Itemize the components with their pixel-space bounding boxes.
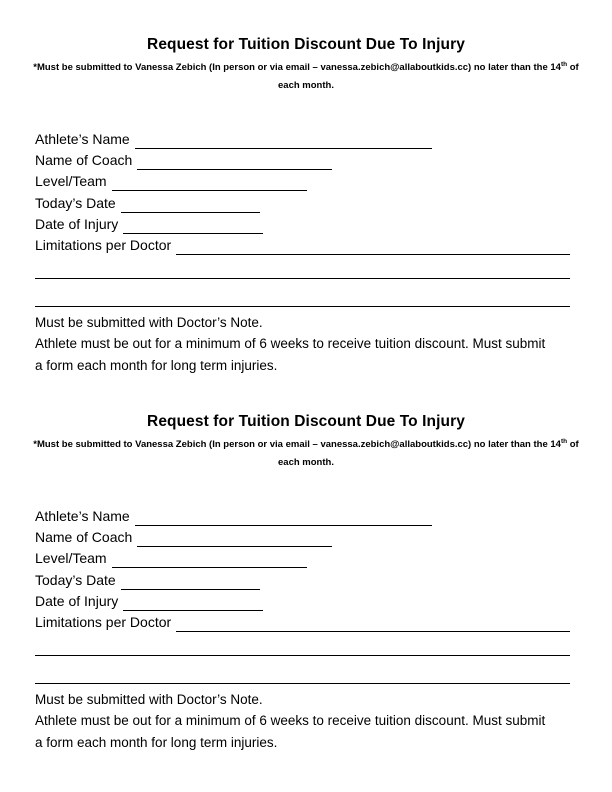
field-label-date-of-injury: Date of Injury <box>35 216 119 232</box>
subtitle-prefix: *Must be submitted to Vanessa Zebich (In person or via email – vanessa.zebich@allaboutkids.cc) no later than the 14 <box>33 62 561 73</box>
field-level-team <box>35 172 307 191</box>
field-label-name-of-coach: Name of Coach <box>35 529 133 545</box>
blank-line-todays-date <box>121 573 260 590</box>
field-label-athlete-name: Athlete’s Name <box>35 131 130 147</box>
field-limitations-per-doctor <box>35 236 570 255</box>
note-doctors-note: Must be submitted with Doctor’s Note. <box>35 692 263 707</box>
blank-line-name-of-coach <box>137 153 332 170</box>
subtitle-prefix: *Must be submitted to Vanessa Zebich (In person or via email – vanessa.zebich@allaboutkids.cc) no later than the 14 <box>33 439 561 450</box>
blank-line-athlete-name <box>135 509 432 526</box>
field-label-date-of-injury: Date of Injury <box>35 593 119 609</box>
form-notes <box>35 312 555 376</box>
blank-line-date-of-injury <box>123 217 263 234</box>
blank-line-todays-date <box>121 196 260 213</box>
form-title: Request for Tuition Discount Due To Injury <box>147 36 465 53</box>
blank-line-date-of-injury <box>123 594 263 611</box>
field-label-level-team: Level/Team <box>35 550 107 566</box>
field-athlete-name <box>35 507 432 526</box>
field-label-todays-date: Today’s Date <box>35 572 116 588</box>
subtitle-middle: of <box>567 62 579 73</box>
field-date-of-injury <box>35 592 263 611</box>
form-title: Request for Tuition Discount Due To Injury <box>147 413 465 430</box>
field-label-athlete-name: Athlete’s Name <box>35 508 130 524</box>
blank-continuation-line <box>35 683 570 684</box>
blank-continuation-line <box>35 655 570 656</box>
field-todays-date <box>35 194 260 213</box>
blank-line-name-of-coach <box>137 530 332 547</box>
blank-continuation-line <box>35 278 570 279</box>
subtitle-emphasis: each <box>278 456 300 468</box>
field-label-limitations-per-doctor: Limitations per Doctor <box>35 237 172 253</box>
field-todays-date <box>35 571 260 590</box>
note-minimum-weeks: Athlete must be out for a minimum of 6 weeks to receive tuition discount. Must submit a form each month for long term injuries. <box>35 713 546 750</box>
blank-line-limitations-per-doctor <box>176 238 570 255</box>
field-name-of-coach <box>35 528 332 547</box>
subtitle-emphasis: each <box>278 79 300 91</box>
field-name-of-coach <box>35 151 332 170</box>
blank-continuation-line <box>35 306 570 307</box>
subtitle-middle: of <box>567 439 579 450</box>
subtitle-suffix: month. <box>299 79 334 91</box>
field-label-name-of-coach: Name of Coach <box>35 152 133 168</box>
field-label-limitations-per-doctor: Limitations per Doctor <box>35 614 172 630</box>
blank-line-level-team <box>112 174 307 191</box>
ordinal-suffix: th <box>560 60 568 68</box>
form-subtitle <box>32 59 580 94</box>
tuition-discount-form <box>0 0 612 377</box>
field-level-team <box>35 549 307 568</box>
subtitle-suffix: month. <box>299 456 334 468</box>
blank-line-level-team <box>112 551 307 568</box>
note-doctors-note: Must be submitted with Doctor’s Note. <box>35 315 263 330</box>
tuition-discount-form <box>0 377 612 754</box>
blank-line-athlete-name <box>135 132 432 149</box>
field-date-of-injury <box>35 215 263 234</box>
field-athlete-name <box>35 130 432 149</box>
field-label-level-team: Level/Team <box>35 173 107 189</box>
form-subtitle <box>32 436 580 471</box>
field-limitations-per-doctor <box>35 613 570 632</box>
note-minimum-weeks: Athlete must be out for a minimum of 6 weeks to receive tuition discount. Must submit a form each month for long term injuries. <box>35 336 546 373</box>
ordinal-suffix: th <box>560 437 568 445</box>
field-label-todays-date: Today’s Date <box>35 195 116 211</box>
form-notes <box>35 689 555 753</box>
blank-line-limitations-per-doctor <box>176 615 570 632</box>
